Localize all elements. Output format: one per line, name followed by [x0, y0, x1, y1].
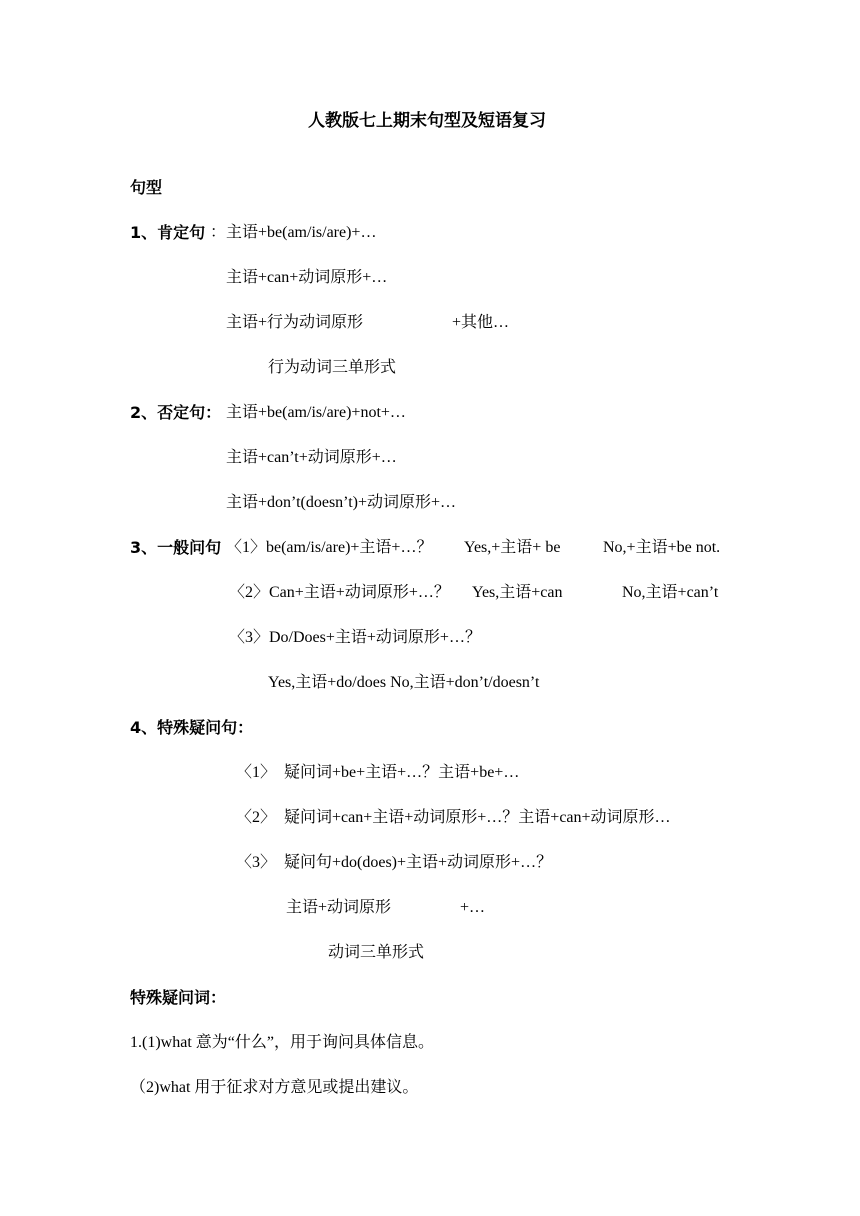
text-line: 1.(1)what 意为“什么”，用于询问具体信息。: [130, 1034, 434, 1051]
text-line: 〈3〉 疑问句+do(does)+主语+动词原形+…？: [236, 854, 553, 871]
item-label: 3、一般问句: [130, 538, 222, 557]
text-line: 〈3〉Do/Does+主语+动词原形+…？: [229, 629, 481, 646]
text-line: 主语+can+动词原形+…: [226, 269, 388, 286]
text-line: +其他…: [452, 314, 510, 331]
text-line: Yes,+主语+ be: [464, 539, 561, 556]
text-line: No,+主语+be not.: [603, 539, 721, 556]
text-line: 〈2〉Can+主语+动词原形+…？: [229, 584, 450, 601]
text-line: （2)what 用于征求对方意见或提出建议。: [130, 1079, 419, 1096]
item-label: 2、否定句：: [130, 403, 222, 422]
text-line: No,主语+can’t: [622, 584, 719, 601]
text-line: 〈2〉 疑问词+can+主语+动词原形+…？主语+can+动词原形…: [236, 809, 671, 826]
text-line: 〈1〉be(am/is/are)+主语+…？: [226, 539, 433, 556]
section-heading: 特殊疑问词：: [130, 988, 227, 1007]
text-line: 主语+don’t(doesn’t)+动词原形+…: [226, 494, 457, 511]
text-line: 〈1〉 疑问词+be+主语+…？主语+be+…: [236, 764, 520, 781]
page-title: 人教版七上期末句型及短语复习: [308, 111, 546, 131]
text-line: 动词三单形式: [328, 944, 425, 961]
item-label: 4、特殊疑问句：: [130, 718, 254, 737]
text-line: +…: [460, 899, 486, 916]
section-heading: 句型: [130, 178, 163, 197]
text-line: 行为动词三单形式: [268, 359, 397, 376]
text-line: 主语+be(am/is/are)+not+…: [226, 404, 406, 421]
text-line: ：主语+be(am/is/are)+…: [210, 224, 377, 241]
text-line: 主语+can’t+动词原形+…: [226, 449, 397, 466]
text-line: 主语+行为动词原形: [226, 314, 364, 331]
text-line: 主语+动词原形: [286, 899, 392, 916]
item-label: 1、肯定句: [130, 223, 206, 242]
text-line: Yes,主语+do/does No,主语+don’t/doesn’t: [268, 674, 540, 691]
text-line: Yes,主语+can: [472, 584, 563, 601]
